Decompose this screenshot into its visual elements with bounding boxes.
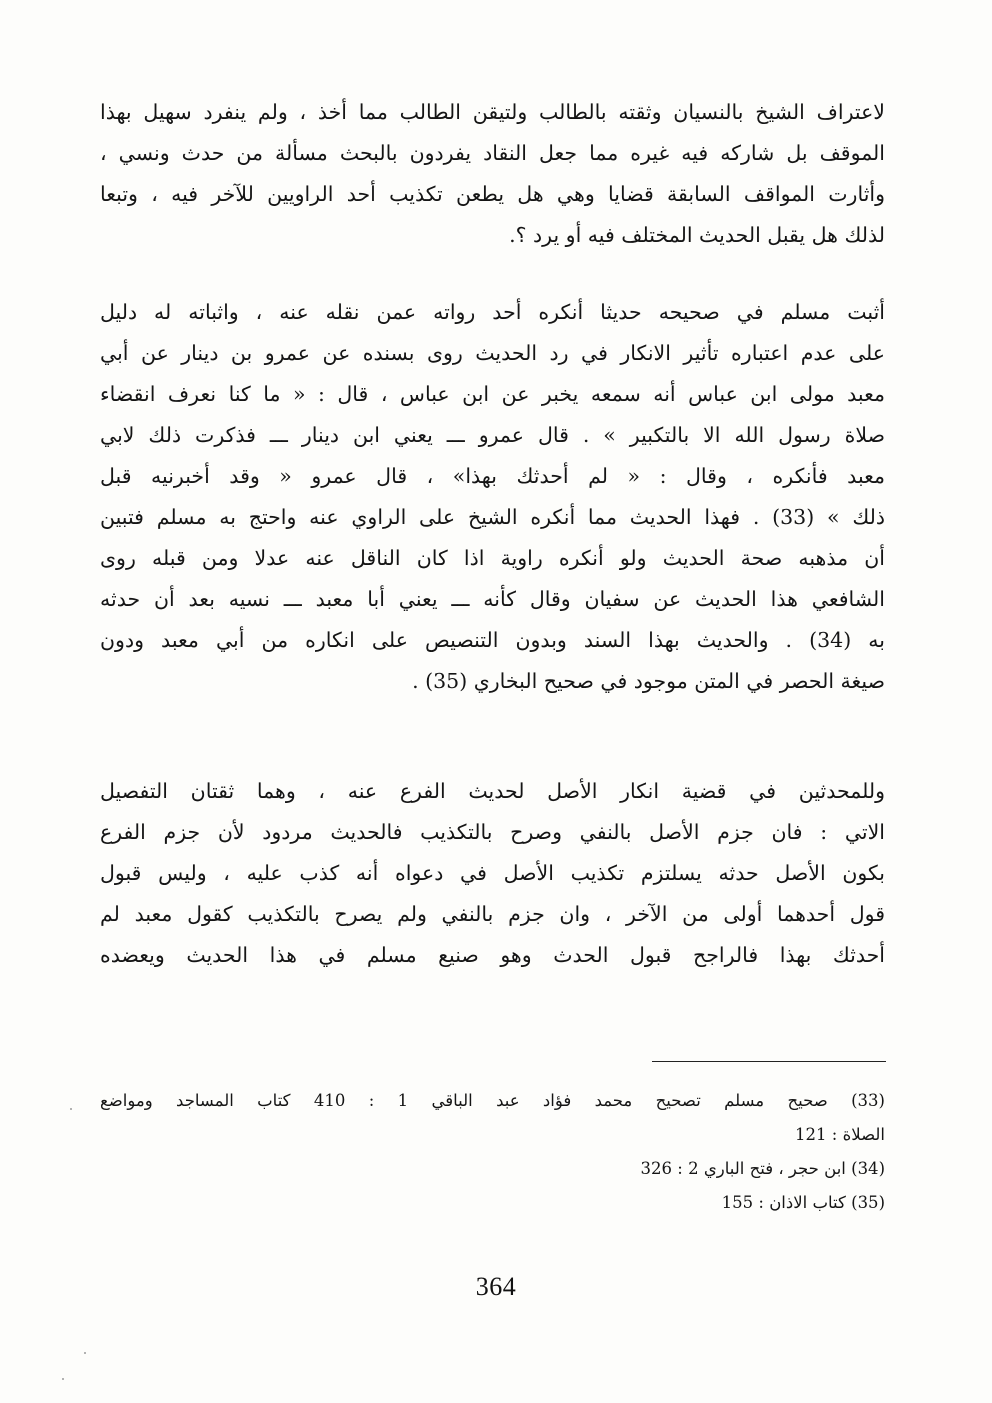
scan-speck	[70, 1108, 72, 1110]
text-line: صيغة الحصر في المتن موجود في صحيح البخاري (35) .	[412, 669, 885, 693]
text-line: به (34) . والحديث بهذا السند وبدون التنصيص على انكاره من أبي معبد ودون	[100, 628, 885, 652]
text-line: وللمحدثين في قضية انكار الأصل لحديث الفرع عنه ، وهما ثقتان التفصيل	[100, 779, 885, 803]
text-line: أن مذهبه صحة الحديث ولو أنكره راوية اذا كان الناقل عنه عدلا ومن قبله روى	[100, 546, 885, 570]
footnote-33: (33) صحيح مسلم تصحيح محمد فؤاد عبد الباقي 1 : 410 كتاب المساجد ومواضع	[100, 1091, 885, 1110]
text-line: على عدم اعتباره تأثير الانكار في رد الحديث روى بسنده عن عمرو بن دينار عن أبي	[100, 341, 885, 365]
text-line: معبد فأنكره ، وقال : « لم أحدثك بهذا» ، قال عمرو « وقد أخبرنيه قبل	[100, 464, 885, 488]
text-line: أحدثك بهذا فالراجح قبول الحدث وهو صنيع مسلم في هذا الحديث ويعضده	[100, 943, 885, 967]
footnote-35: (35) كتاب الاذان : 155	[721, 1193, 885, 1212]
text-line: معبد مولى ابن عباس أنه سمعه يخبر عن ابن عباس ، قال : « ما كنا نعرف انقضاء	[100, 382, 885, 406]
footnote-33-continuation: الصلاة : 121	[795, 1125, 885, 1144]
text-line: لاعتراف الشيخ بالنسيان وثقته بالطالب ولتيقن الطالب مما أخذ ، ولم ينفرد سهيل بهذا	[100, 100, 885, 124]
paragraph-2	[100, 292, 885, 702]
text-line: أثبت مسلم في صحيحه حديثا أنكره أحد رواته عمن نقله عنه ، واثباته له دليل	[100, 300, 885, 324]
text-line: صلاة رسول الله الا بالتكبير » . قال عمرو ـــ يعني ابن دينار ـــ فذكرت ذلك لابي	[100, 423, 885, 447]
text-line: وأثارت المواقف السابقة قضايا وهي هل يطعن تكذيب أحد الراويين للآخر فيه ، وتبعا	[100, 182, 885, 206]
paragraph-1	[100, 92, 885, 256]
scan-speck	[84, 1352, 86, 1354]
paragraph-3	[100, 771, 885, 976]
page-number: 364	[475, 1272, 517, 1301]
text-line: الموقف بل شاركه فيه غيره مما جعل النقاد يفردون بالبحث مسألة من حدث ونسي ،	[100, 141, 885, 165]
text-line: قول أحدهما أولى من الآخر ، وان جزم بالنفي ولم يصرح بالتكذيب كقول معبد لم	[100, 902, 885, 926]
text-line: لذلك هل يقبل الحديث المختلف فيه أو يرد ؟.	[509, 223, 885, 247]
footnotes	[100, 1084, 885, 1220]
text-line: الشافعي هذا الحديث عن سفيان وقال كأنه ـــ يعني أبا معبد ـــ نسيه بعد أن حدثه	[100, 587, 885, 611]
text-line: بكون الأصل حدثه يسلتزم تكذيب الأصل في دعواه أنه كذب عليه ، وليس قبول	[100, 861, 885, 885]
text-line: الاتي : فان جزم الأصل بالنفي وصرح بالتكذيب فالحديث مردود لأن جزم الفرع	[100, 820, 885, 844]
scan-speck	[62, 1378, 64, 1380]
footnote-34: (34) ابن حجر ، فتح الباري 2 : 326	[640, 1159, 885, 1178]
text-line: ذلك » (33) . فهذا الحديث مما أنكره الشيخ على الراوي عنه واحتج به مسلم فتبين	[100, 505, 885, 529]
footnote-divider	[652, 1061, 886, 1062]
